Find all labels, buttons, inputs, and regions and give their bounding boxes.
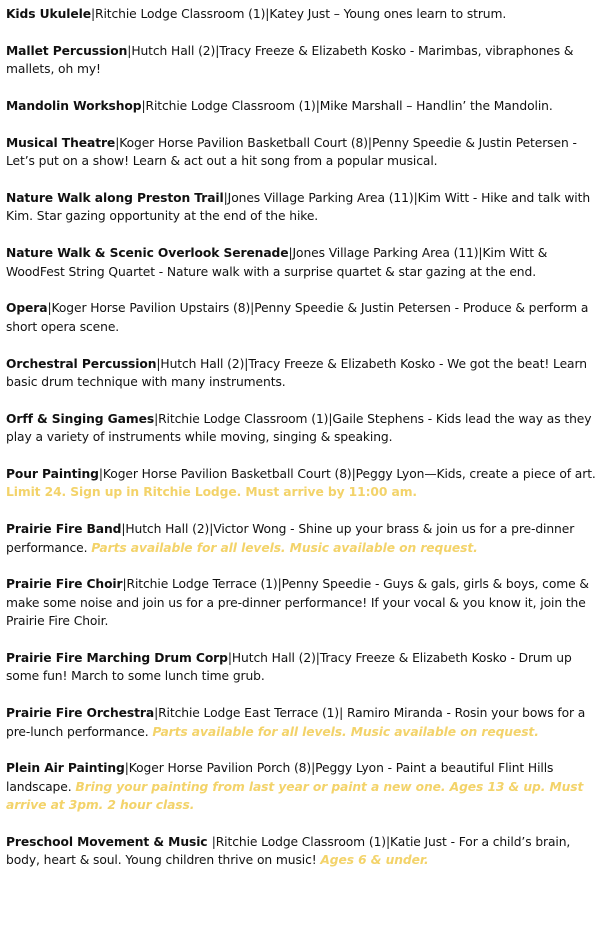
- class-details: |Hutch Hall (2)|Victor Wong - Shine up your brass & join us for a pre-dinner performance.: [6, 522, 575, 555]
- class-title: Mandolin Workshop: [6, 99, 142, 113]
- class-note: Parts available for all levels. Music available on request.: [91, 540, 478, 555]
- class-details: |Hutch Hall (2)|Tracy Freeze & Elizabeth Kosko - We got the beat! Learn basic drum technique with many instruments.: [6, 356, 587, 390]
- class-details: |Koger Horse Pavilion Porch (8)|Peggy Lyon - Paint a beautiful Flint Hills landscape.: [6, 761, 554, 794]
- class-note: Limit 24. Sign up in Ritchie Lodge. Must arrive by 11:00 am.: [6, 485, 417, 500]
- class-details: |Jones Village Parking Area (11)|Kim Witt & WoodFest String Quartet - Nature walk with a surprise quartet & star gazing at the end.: [6, 246, 548, 279]
- class-title: Orff & Singing Games: [6, 411, 155, 426]
- class-entry: [6, 410, 598, 447]
- class-list: [6, 5, 598, 870]
- class-title: Prairie Fire Band: [6, 522, 122, 537]
- class-details: |Ritchie Lodge Terrace (1)|Penny Speedie - Guys & gals, girls & boys, come & make some noise and join us for a pre-dinner performance! If your vocal & you know it, join the Prairie Fire Choir.: [6, 577, 589, 629]
- class-title: Kids Ukulele: [6, 7, 91, 21]
- class-title: Nature Walk along Preston Trail: [6, 191, 224, 205]
- class-entry: [6, 97, 598, 115]
- class-note: Bring your painting from last year or paint a new one. Ages 13 & up. Must arrive at 3pm. 2 hour class.: [6, 779, 584, 813]
- class-entry: [6, 649, 598, 686]
- class-entry: [6, 134, 598, 171]
- class-entry: [6, 244, 598, 281]
- class-title: Preschool Movement & Music: [6, 835, 212, 850]
- class-note: Parts available for all levels. Music available on request.: [152, 724, 539, 739]
- class-details: |Koger Horse Pavilion Basketball Court (8)|Peggy Lyon—Kids, create a piece of art.: [98, 467, 596, 482]
- class-note: Ages 6 & under.: [320, 853, 429, 868]
- class-entry: [6, 759, 598, 814]
- class-title: Mallet Percussion: [6, 43, 128, 58]
- class-entry: [6, 42, 598, 79]
- class-details: |Koger Horse Pavilion Upstairs (8)|Penny Speedie & Justin Petersen - Produce & perform a short opera scene.: [6, 301, 589, 334]
- class-details: |Ritchie Lodge East Terrace (1)| Ramiro Miranda - Rosin your bows for a pre-lunch performance.: [6, 706, 586, 739]
- class-title: Orchestral Percussion: [6, 356, 157, 371]
- class-title: Nature Walk & Scenic Overlook Serenade: [6, 246, 289, 261]
- class-title: Pour Painting: [6, 467, 99, 482]
- class-details: |Ritchie Lodge Classroom (1)|Gaile Stephens - Kids lead the way as they play a variety of instruments while moving, singing & speaking.: [6, 411, 592, 445]
- class-entry: [6, 520, 598, 557]
- class-details: |Hutch Hall (2)|Tracy Freeze & Elizabeth Kosko - Drum up some fun! March to some lunch time grub.: [6, 651, 572, 684]
- class-details: |Ritchie Lodge Classroom (1)|Katey Just – Young ones learn to strum.: [90, 7, 507, 21]
- class-entry: [6, 355, 598, 392]
- class-entry: [6, 833, 598, 870]
- class-title: Prairie Fire Choir: [6, 577, 123, 592]
- class-entry: [6, 465, 598, 502]
- class-title: Prairie Fire Marching Drum Corp: [6, 651, 228, 666]
- class-entry: [6, 299, 598, 336]
- class-entry: [6, 575, 598, 630]
- class-details: |Jones Village Parking Area (11)|Kim Witt - Hike and talk with Kim. Star gazing opportunity at the end of the hike.: [6, 191, 591, 224]
- class-title: Plein Air Painting: [6, 761, 125, 776]
- class-entry: [6, 5, 598, 23]
- class-entry: [6, 704, 598, 741]
- class-title: Opera: [6, 301, 48, 316]
- class-details: |Hutch Hall (2)|Tracy Freeze & Elizabeth Kosko - Marimbas, vibraphones & mallets, oh my!: [6, 43, 574, 77]
- class-details: |Ritchie Lodge Classroom (1)|Katie Just - For a child’s brain, body, heart & soul. Young children thrive on music!: [6, 835, 571, 868]
- class-details: |Ritchie Lodge Classroom (1)|Mike Marshall – Handlin’ the Mandolin.: [141, 99, 553, 113]
- class-details: |Koger Horse Pavilion Basketball Court (8)|Penny Speedie & Justin Petersen - Let’s put on a show! Learn & act out a hit song from a popular musical.: [6, 135, 577, 169]
- class-title: Prairie Fire Orchestra: [6, 706, 155, 721]
- class-title: Musical Theatre: [6, 135, 116, 150]
- class-entry: [6, 189, 598, 226]
